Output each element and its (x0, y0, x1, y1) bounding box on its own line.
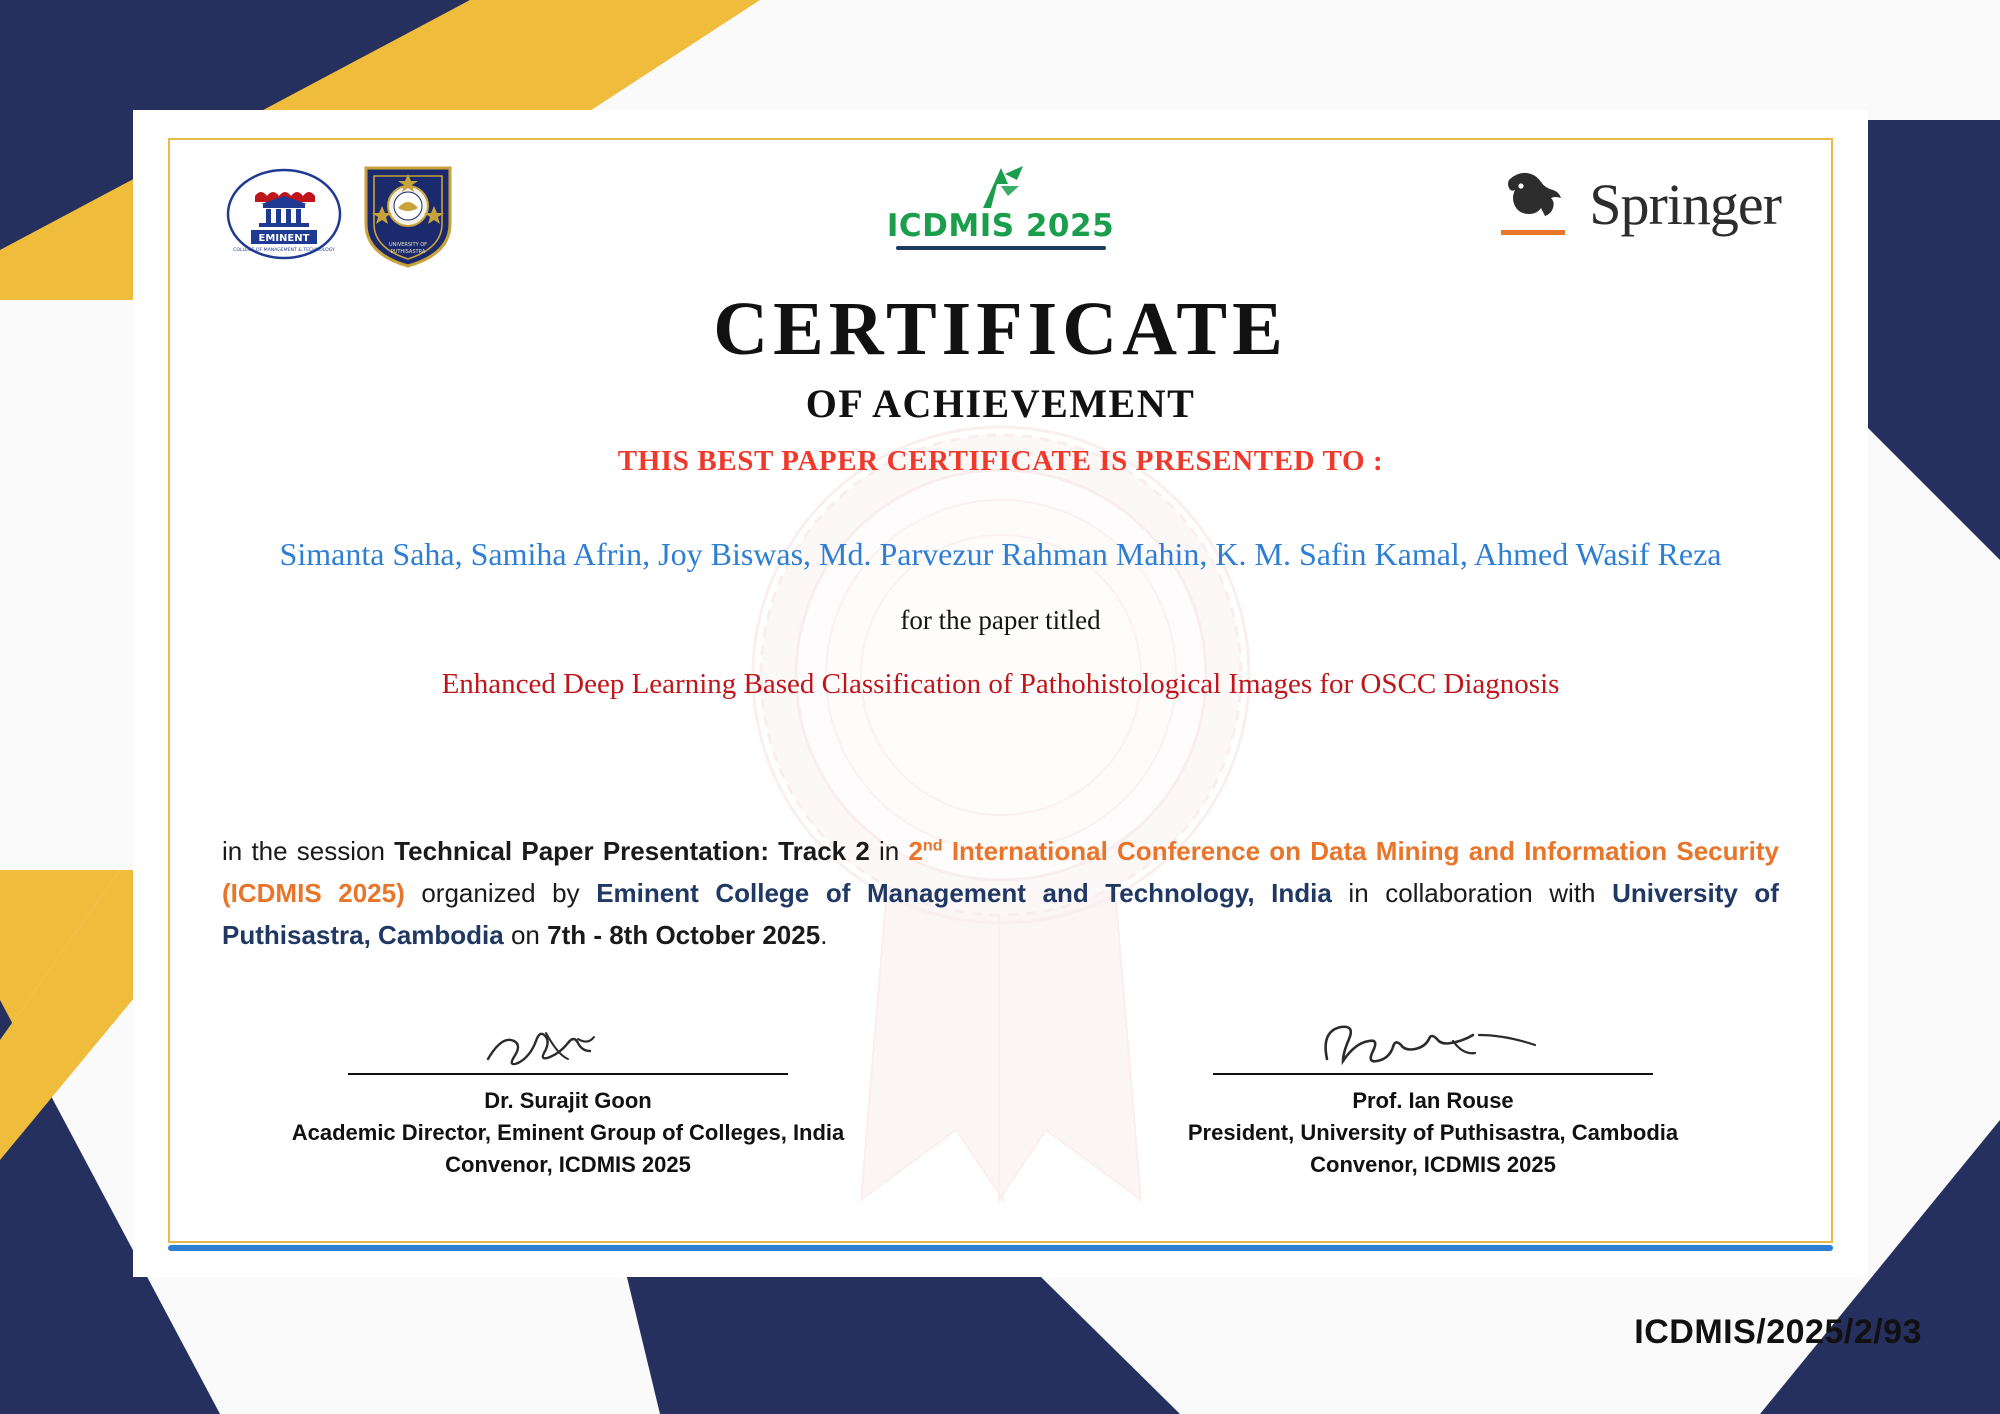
signatory-name-left: Dr. Surajit Goon (484, 1088, 652, 1114)
session-text-part2: in (869, 836, 909, 866)
session-text-part4: in collaboration with (1331, 878, 1613, 909)
bottom-accent-bar (168, 1245, 1833, 1251)
conference-number-suffix: nd (922, 836, 943, 855)
signatory-role-right: President, University of Puthisastra, Cambodia (1187, 1120, 1679, 1146)
certificate-id: ICDMIS/2025/2/93 (1634, 1313, 1922, 1351)
springer-horse-icon (1491, 166, 1575, 242)
organizer-name: Eminent College of Management and Technology, India (596, 878, 1332, 909)
session-paragraph (222, 830, 1779, 956)
recipient-names: Simanta Saha, Samiha Afrin, Joy Biswas, Md. Parvezur Rahman Mahin, K. M. Safin Kamal, Ahmed Wasif Reza (279, 535, 1722, 572)
page-title: CERTIFICATE (713, 287, 1288, 371)
session-text-part5: on (503, 920, 548, 951)
eminent-college-logo-icon (225, 168, 343, 260)
conference-name: International Conference on Data Mining and Information Security (ICDMIS 2025) (222, 836, 1779, 909)
signature-line-left (348, 1073, 788, 1075)
university-of-puthisastra-shield-icon (360, 160, 456, 270)
certificate-border (168, 138, 1833, 1243)
signatory-role-left: Academic Director, Eminent Group of Colleges, India (291, 1120, 845, 1146)
icdmis-conference-logo-icon (866, 162, 1136, 254)
signatory-role2-right: Convenor, ICDMIS 2025 (1310, 1152, 1556, 1178)
signature-block-left (288, 1015, 848, 1181)
event-dates: 7th - 8th October 2025 (547, 920, 821, 951)
session-text-part6: . (820, 920, 828, 951)
signature-image-surajit-goon (288, 1015, 848, 1071)
certificate-card (133, 110, 1868, 1277)
signatory-name-right: Prof. Ian Rouse (1352, 1088, 1514, 1114)
svg-text:EMINENT: EMINENT (258, 233, 310, 244)
session-text-part1: in the session (222, 836, 395, 866)
presented-to-line: THIS BEST PAPER CERTIFICATE IS PRESENTED TO : (617, 444, 1384, 477)
certificate-content (170, 287, 1831, 703)
paper-title: Enhanced Deep Learning Based Classification of Pathohistological Images for OSCC Diagnosis (441, 667, 1560, 700)
svg-text:PUTHISASTRA: PUTHISASTRA (390, 249, 426, 255)
collaborator-name: University of Puthisastra, Cambodia (222, 878, 1779, 951)
signature-line-right (1213, 1073, 1653, 1075)
signature-block-right (1153, 1015, 1713, 1181)
session-text-part3: organized by (404, 878, 597, 909)
certificate-subtitle: OF ACHIEVEMENT (805, 380, 1196, 426)
svg-text:COLLEGE OF MANAGEMENT & TECHNO: COLLEGE OF MANAGEMENT & TECHNOLOGY (233, 248, 335, 253)
icdmis-logo-text: ICDMIS 2025 (886, 208, 1115, 244)
springer-publisher-logo (1491, 166, 1781, 242)
session-name: Technical Paper Presentation: Track 2 (394, 836, 870, 866)
svg-text:UNIVERSITY OF: UNIVERSITY OF (388, 242, 428, 248)
signature-image-ian-rouse (1153, 1015, 1713, 1071)
conference-number: 2 (908, 836, 923, 866)
springer-wordmark: Springer (1589, 171, 1781, 237)
for-paper-label: for the paper titled (900, 604, 1101, 635)
signatory-role2-left: Convenor, ICDMIS 2025 (445, 1152, 691, 1178)
